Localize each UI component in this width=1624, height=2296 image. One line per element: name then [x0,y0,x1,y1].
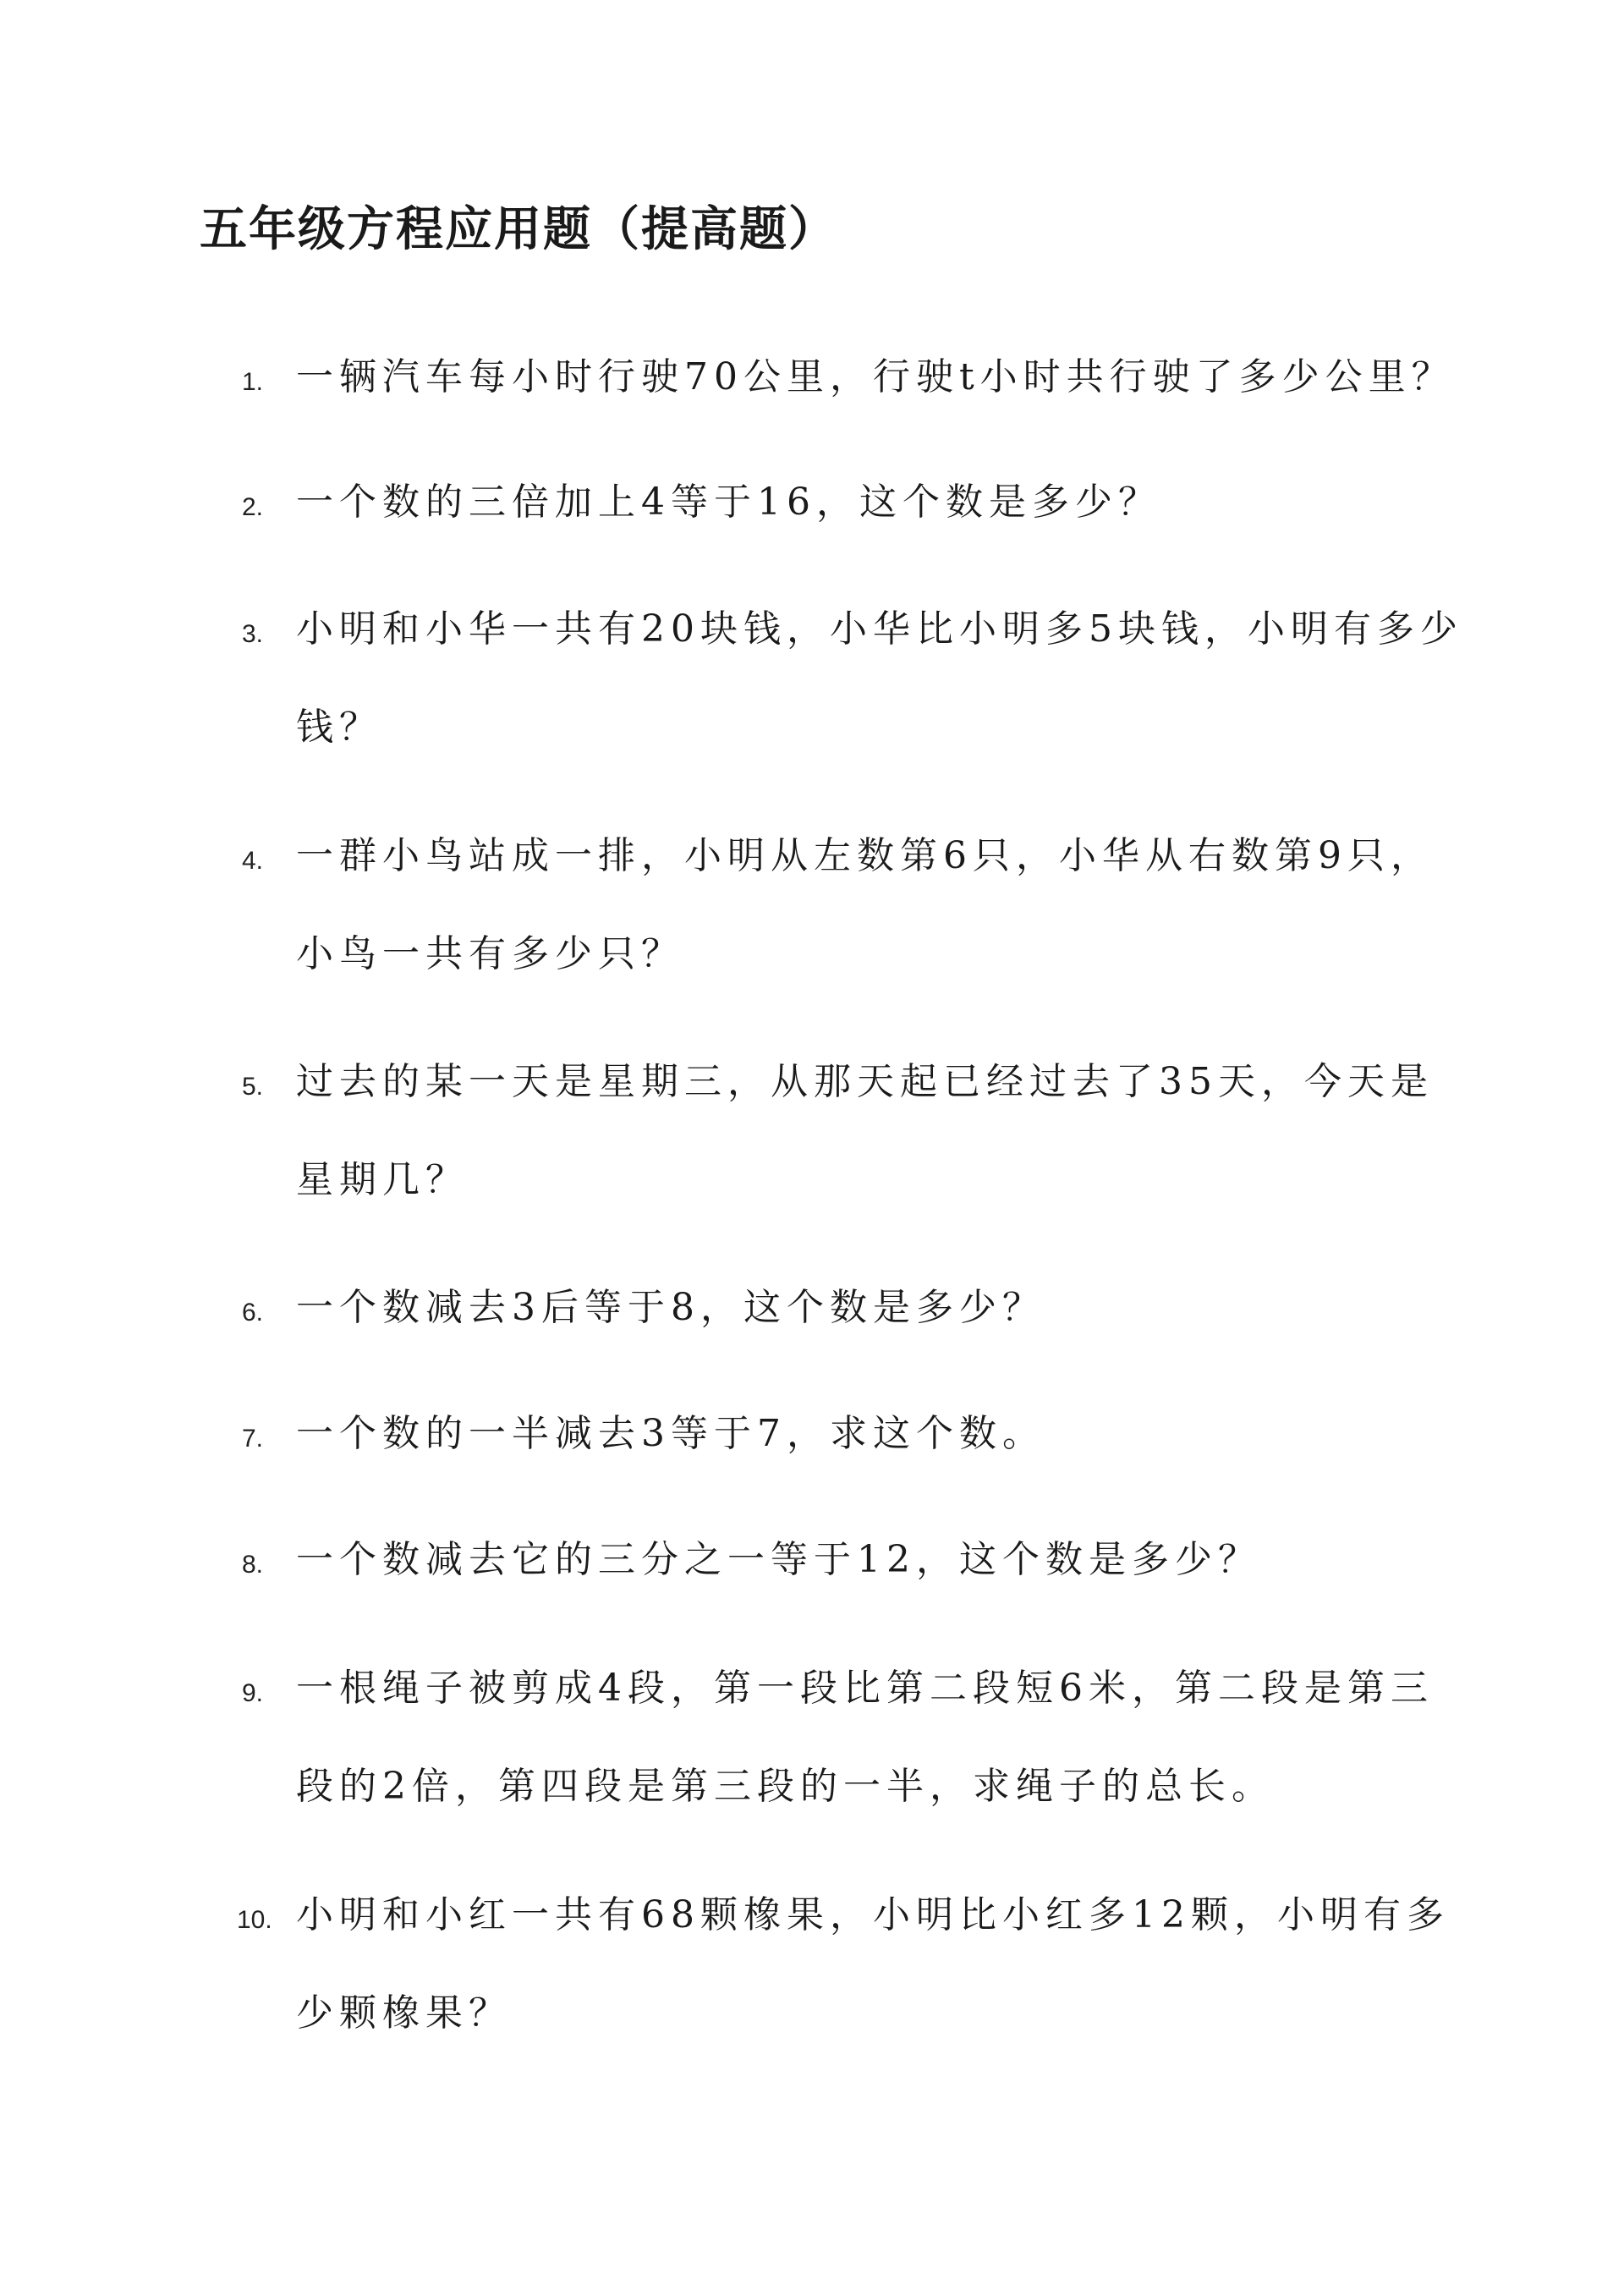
question-number: 9. [242,1679,264,1707]
question-text: 一根绳子被剪成4段，第一段比第二段短6米，第二段是第三 [296,1667,1434,1710]
question-text: 一群小鸟站成一排，小明从左数第6只，小华从右数第9只， [296,834,1434,877]
question-text: 小明和小华一共有20块钱，小华比小明多5块钱，小明有多少 [296,607,1463,651]
question-number: 8. [242,1551,264,1579]
question-text: 小明和小红一共有68颗橡果，小明比小红多12颗，小明有多 [296,1893,1450,1936]
question-number: 6. [242,1299,264,1327]
question-text: 一个数的一半减去3等于7，求这个数。 [296,1412,1045,1455]
question-number: 3. [242,620,264,648]
question-number: 5. [242,1073,264,1101]
question-number: 4. [242,847,264,875]
question-text-continued: 段的2倍，第四段是第三段的一半，求绳子的总长。 [296,1765,1275,1808]
question-text-continued: 少颗橡果？ [296,1991,512,2035]
question-number: 10. [237,1906,272,1934]
question-text-continued: 小鸟一共有多少只？ [296,932,684,975]
question-text-continued: 钱？ [296,706,382,749]
question-text: 一辆汽车每小时行驶70公里，行驶t小时共行驶了多少公里？ [296,355,1455,398]
question-number: 2. [242,493,264,521]
question-text: 过去的某一天是星期三，从那天起已经过去了35天，今天是 [296,1060,1434,1103]
question-text: 一个数的三倍加上4等于16，这个数是多少？ [296,481,1161,524]
question-text: 一个数减去3后等于8，这个数是多少？ [296,1286,1045,1329]
page-title: 五年级方程应用题（提高题） [200,201,837,257]
question-text-continued: 星期几？ [296,1158,469,1201]
question-text: 一个数减去它的三分之一等于12，这个数是多少？ [296,1538,1261,1581]
question-number: 1. [242,368,264,396]
question-number: 7. [242,1425,264,1453]
